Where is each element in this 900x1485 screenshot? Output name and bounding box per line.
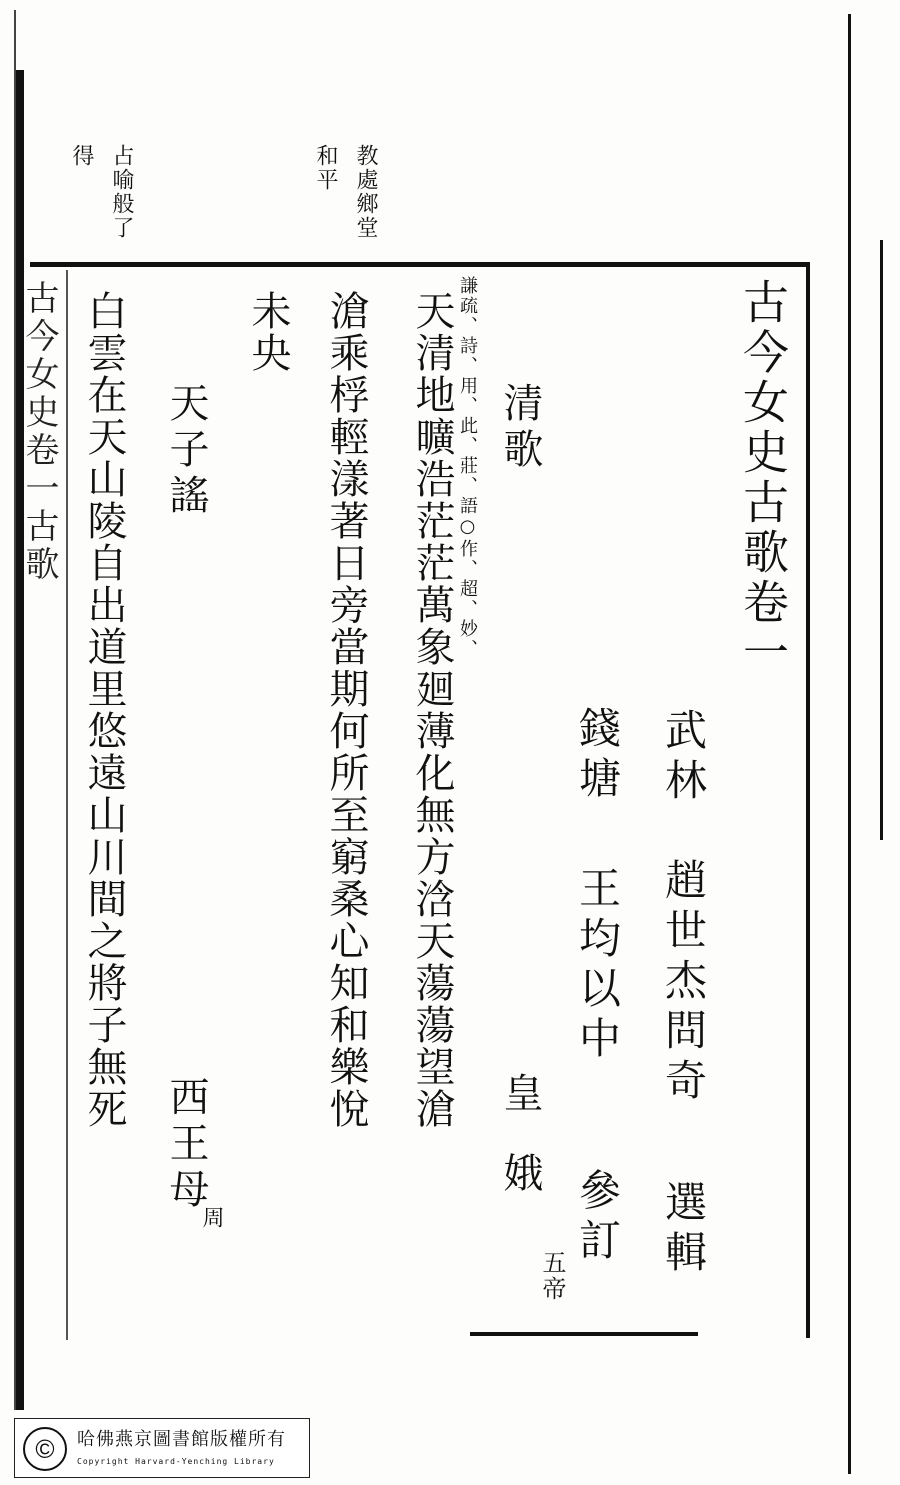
bottom-frame-rule <box>470 1332 698 1336</box>
editor-role: 參訂 <box>573 1168 622 1268</box>
top-frame-rule <box>30 262 810 267</box>
right-edge-rule <box>848 14 851 1474</box>
volume-title: 古今女史古歌卷一 <box>736 278 790 678</box>
right-frame-rule <box>806 262 810 1338</box>
left-edge-rule <box>14 10 16 1410</box>
poem-line-1: 天清地曠浩茫茫萬象廻薄化無方浛天蕩蕩望滄 <box>409 290 455 1130</box>
edge-running-title: 古今女史卷一古歌 <box>19 280 59 584</box>
copyright-chinese: 哈佛燕京圖書館版權所有 <box>77 1429 286 1450</box>
poem-title-tianziyao: 天子謠 <box>163 382 209 520</box>
compiler-role: 選輯 <box>659 1180 708 1280</box>
margin-note-2: 和平 <box>313 144 338 192</box>
copyright-box <box>14 1418 310 1478</box>
far-right-rule <box>880 240 883 840</box>
copyright-english: Copyright Harvard-Yenching Library <box>77 1457 275 1466</box>
compiler-place: 武林 <box>659 708 708 808</box>
poem-title-qingge: 清歌 <box>497 382 543 474</box>
poem-author-xiwangmu: 西王母 <box>163 1076 209 1214</box>
poem-author-note: 五帝 <box>538 1250 566 1302</box>
editor-place: 錢塘 <box>573 706 622 806</box>
poem-author-huange: 皇娥 <box>497 1072 543 1232</box>
copyright-icon: © <box>23 1427 67 1471</box>
margin-note-3: 占喻般了 <box>109 144 134 240</box>
inner-column-rule <box>66 270 68 1340</box>
poem-annotation: 謙疏、詩、用、此、莊、語○作、超、妙、 <box>457 276 478 659</box>
compiler-name: 趙世杰問奇 <box>659 858 708 1108</box>
editor-name: 王均以中 <box>573 866 622 1066</box>
margin-note-4: 得 <box>69 144 94 168</box>
poem-2-author-note: 周 <box>199 1206 224 1230</box>
poem-2-line-1: 白雲在天山陵自出道里悠遠山川間之將子無死 <box>81 290 127 1130</box>
poem-line-2: 滄乘桴輕漾著日旁當期何所至窮桑心知和樂悅 <box>323 290 369 1130</box>
poem-line-3: 未央 <box>245 290 291 374</box>
margin-note-1: 教處鄉堂 <box>353 144 378 240</box>
